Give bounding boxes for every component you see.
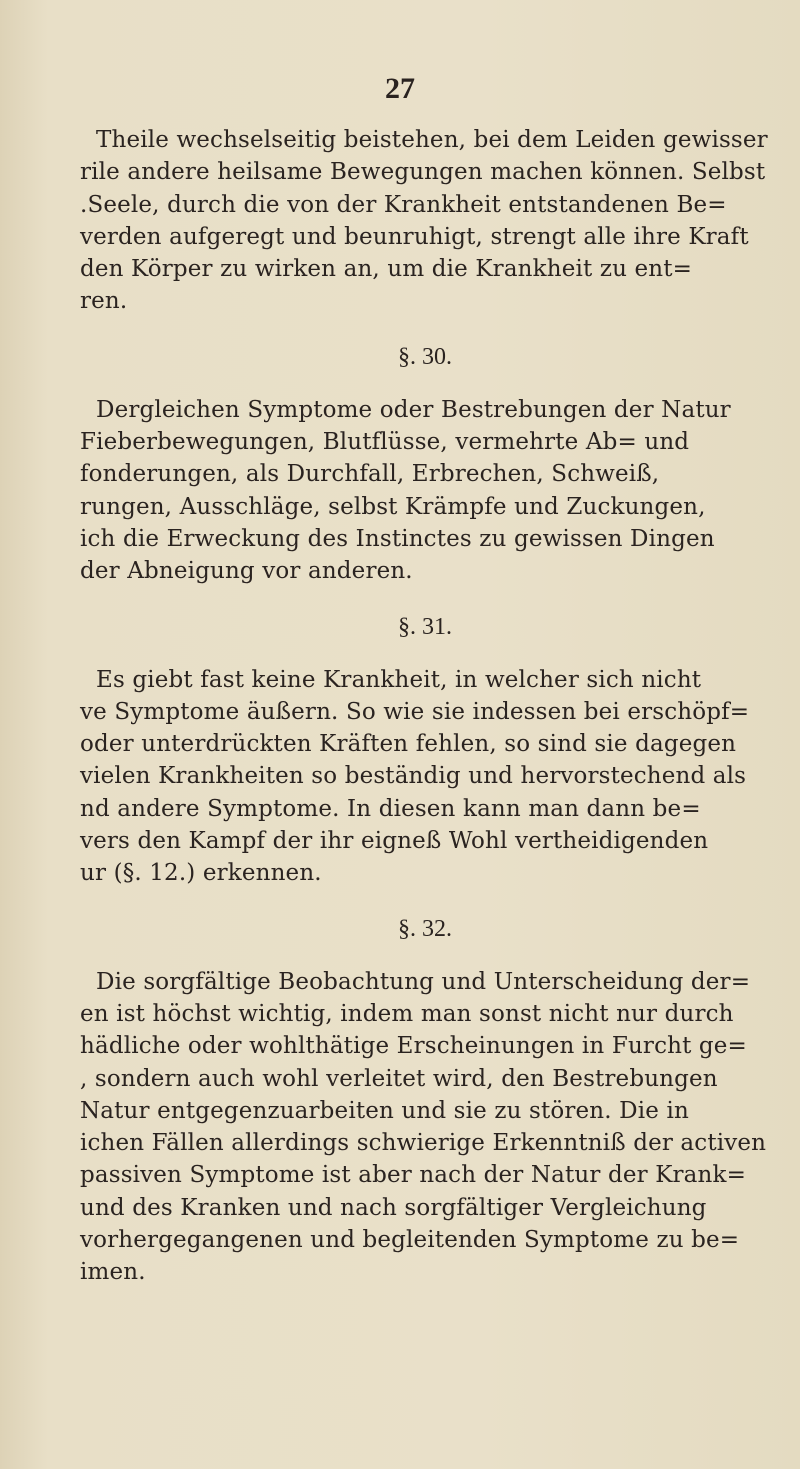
- section-heading: §. 30.: [398, 343, 452, 370]
- paragraph-section-31: [60, 664, 790, 890]
- text-line: oder unterdrückten Kräften fehlen, so sind sie dagegen: [80, 731, 737, 758]
- paragraph-section-30: [60, 394, 790, 588]
- text-line: verden aufgeregt und beunruhigt, strengt alle ihre Kraft: [80, 223, 749, 250]
- text-line: den Körper zu wirken an, um die Krankheit zu ent=: [80, 256, 693, 283]
- text-line: Dergleichen Symptome oder Bestrebungen der Natur: [96, 396, 731, 423]
- text-line: fonderungen, als Durchfall, Erbrechen, Schweiß,: [80, 461, 660, 488]
- text-line: en ist höchst wichtig, indem man sonst nicht nur durch: [80, 1000, 734, 1027]
- text-line: rile andere heilsame Bewegungen machen können. Selbst: [80, 159, 766, 186]
- paragraph-section-32: [60, 966, 790, 1289]
- text-line: Es giebt fast keine Krankheit, in welcher sich nicht: [96, 666, 702, 693]
- text-line: Natur entgegenzuarbeiten und sie zu stören. Die in: [80, 1097, 689, 1124]
- page-number: 27: [385, 72, 415, 105]
- text-line: vorhergegangenen und begleitenden Symptome zu be=: [80, 1227, 740, 1254]
- text-line: vielen Krankheiten so beständig und hervorstechend als: [80, 763, 747, 790]
- text-line: imen.: [80, 1259, 146, 1286]
- section-heading: §. 32.: [398, 915, 452, 942]
- text-line: passiven Symptome ist aber nach der Natur der Krank=: [80, 1162, 747, 1189]
- section-heading: §. 31.: [398, 613, 452, 640]
- text-line: vers den Kampf der ihr eigneß Wohl vertheidigenden: [80, 828, 709, 855]
- text-line: und des Kranken und nach sorgfältiger Vergleichung: [80, 1194, 707, 1221]
- text-line: hädliche oder wohlthätige Erscheinungen in Furcht ge=: [80, 1033, 747, 1060]
- text-line: ur (§. 12.) erkennen.: [80, 860, 322, 887]
- text-line: Fieberbewegungen, Blutflüsse, vermehrte Ab= und: [80, 429, 690, 456]
- text-line: ich die Erweckung des Instinctes zu gewissen Dingen: [80, 525, 715, 552]
- text-line: Theile wechselseitig beistehen, bei dem Leiden gewisser: [96, 127, 768, 153]
- text-line: ren.: [80, 288, 128, 315]
- body-text: [60, 124, 790, 1295]
- text-line: nd andere Symptome. In diesen kann man dann be=: [80, 795, 701, 822]
- text-line: ve Symptome äußern. So wie sie indessen bei erschöpf=: [80, 698, 750, 725]
- text-line: .Seele, durch die von der Krankheit entstandenen Be=: [80, 191, 727, 218]
- paragraph-continuation: [60, 124, 790, 318]
- text-line: der Abneigung vor anderen.: [80, 558, 413, 585]
- text-line: rungen, Ausschläge, selbst Krämpfe und Zuckungen,: [80, 493, 706, 520]
- text-line: , sondern auch wohl verleitet wird, den Bestrebungen: [80, 1065, 718, 1092]
- text-line: Die sorgfältige Beobachtung und Unterscheidung der=: [96, 968, 751, 995]
- text-line: ichen Fällen allerdings schwierige Erkenntniß der activen: [80, 1130, 767, 1157]
